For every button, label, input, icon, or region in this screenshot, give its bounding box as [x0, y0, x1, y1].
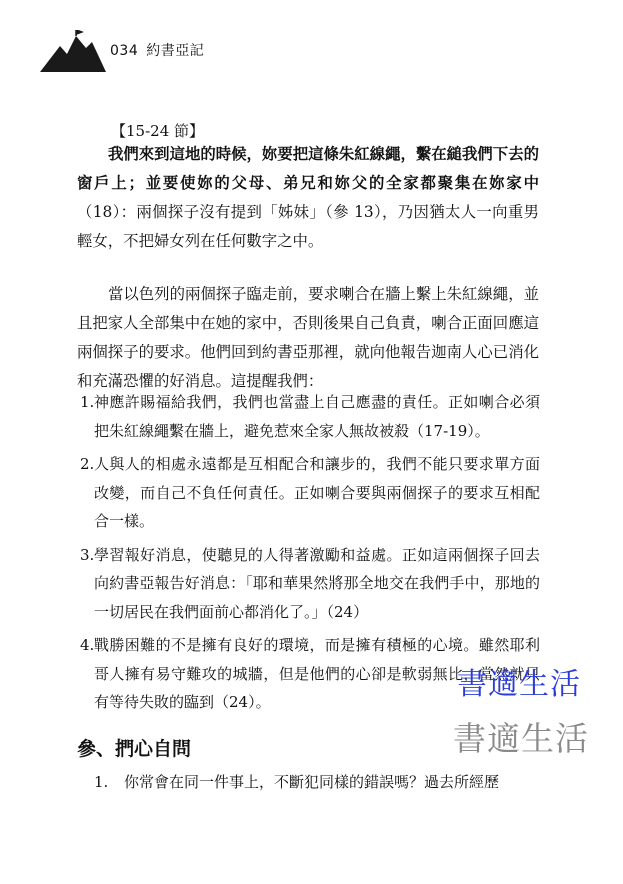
list-text: 人與人的相處永遠都是互相配合和讓步的，我們不能只要求單方面改變，而自己不負任何責任。正如喇合要與兩個探子的要求互相配合一樣。 [94, 455, 540, 530]
list-number: 1. [80, 393, 95, 411]
header-text [110, 40, 204, 60]
book-title: 約書亞記 [146, 43, 205, 59]
list-text: 學習報好消息，使聽見的人得著激勵和益處。正如這兩個探子回去向約書亞報告好消息：「耶和華果然將那全地交在我們手中，那地的一切居民在我們面前心都消化了。」（24） [94, 545, 540, 621]
question-item [94, 768, 539, 796]
paragraph-2-text: 當以色列的兩個探子臨走前，要求喇合在牆上繫上朱紅線繩，並且把家人全部集中在她的家中，否則後果自己負責，喇合正面回應這兩個探子的要求。他們回到約書亞那裡，就向他報告迦南人心已消化和充滿恐懼的好消息。這提醒我們： [77, 285, 539, 390]
list-number: 2. [80, 455, 95, 473]
section-heading: 參、捫心自問 [77, 738, 192, 760]
list-number: 3. [80, 545, 95, 564]
list-item [80, 541, 540, 627]
list-item [80, 388, 540, 445]
commentary-text: （18）：兩個探子沒有提到「姊妹」（參 13），乃因猶太人一向重男輕女，不把婦女列在任何數字之中。 [77, 203, 539, 250]
scripture-quote: 我們來到這地的時候，妳要把這條朱紅線繩，繫在縋我們下去的窗戶上；並要使妳的父母、弟兄和妳父的全家都聚集在妳家中 [77, 145, 539, 192]
list-text: 戰勝困難的不是擁有良好的環境，而是擁有積極的心境。雖然耶利哥人擁有易守難攻的城牆，但是他們的心卻是軟弱無比，當然就只有等待失敗的臨到（24）。 [94, 636, 540, 711]
paragraph-2 [77, 280, 539, 396]
mountain-flag-icon [40, 30, 106, 74]
page-number: 034 [110, 43, 139, 59]
page-header [40, 30, 240, 74]
paragraph-1 [77, 140, 539, 256]
question-text: 你常會在同一件事上，不斷犯同樣的錯誤嗎？過去所經歷 [124, 773, 500, 791]
question-number: 1. [94, 773, 109, 791]
list-item [80, 450, 540, 536]
watermark-blue: 書適生活 [457, 667, 581, 702]
watermark-gray: 書適生活 [453, 719, 589, 758]
verse-range-label: 【15-24 節】 [111, 122, 205, 140]
list-number: 4. [80, 636, 95, 654]
list-text: 神應許賜福給我們，我們也當盡上自己應盡的責任。正如喇合必須把朱紅線繩繫在牆上，避免惹來全家人無故被殺（17-19）。 [94, 393, 540, 440]
